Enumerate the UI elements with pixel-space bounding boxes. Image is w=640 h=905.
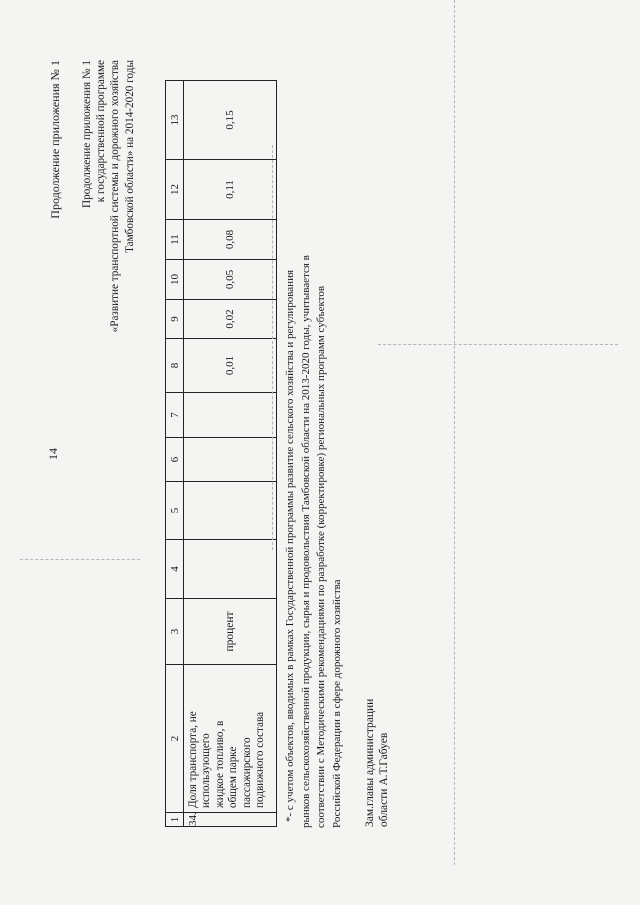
value-cell: 0,05 (184, 260, 277, 300)
appendix-header (80, 60, 137, 440)
indicator-name-line: пассажирского (240, 737, 253, 808)
indicator-name-line: подвижного состава (254, 711, 267, 808)
indicator-name-line: общем парке (227, 746, 240, 808)
footnote-line: рынков сельскохозяйственной продукции, сырья и продовольствия Тамбовской области на 2013-2020 годы, учитывается в (299, 255, 312, 828)
scan-artifact-line (454, 0, 455, 865)
footnote-line: Российской Федерации в сфере дорожного хозяйства (330, 579, 343, 828)
table-header-row (166, 81, 184, 827)
column-header: 12 (166, 160, 184, 220)
value-cell: 0,02 (184, 300, 277, 339)
unit-cell: процент (184, 599, 277, 665)
column-header: 6 (166, 438, 184, 482)
value-cell (184, 482, 277, 540)
value-cell (184, 540, 277, 599)
footnote-line: соответствии с Методическими рекомендациями по разработке (корректировке) региональных программ субъектов (315, 285, 327, 828)
scan-artifact-line (272, 145, 273, 550)
column-header: 3 (166, 599, 184, 665)
indicator-name-line: использующего (200, 733, 213, 808)
column-header: 11 (166, 220, 184, 260)
footnote (283, 153, 345, 833)
column-header: 9 (166, 300, 184, 339)
value-cell (184, 393, 277, 438)
column-header: 2 (166, 665, 184, 813)
value-cell: 0,08 (184, 220, 277, 260)
indicator-name-line: Доля транспорта, не (187, 711, 199, 808)
page-number: 14 (46, 448, 60, 460)
appendix-continuation-label: Продолжение приложения № 1 (48, 60, 62, 219)
value-cell: 0,01 (184, 339, 277, 393)
signature-name: области А.Т.Габуев (378, 732, 390, 827)
scan-artifact-line (378, 344, 618, 345)
signature-block (363, 699, 391, 827)
column-header: 1 (166, 813, 184, 827)
header-line: Продолжение приложения № 1 (81, 60, 93, 208)
row-number: 34. (184, 813, 277, 827)
header-line: Тамбовской области» на 2014-2020 годы (123, 60, 136, 253)
scan-artifact-line (20, 559, 140, 560)
indicator-name-line: жидкое топливо, в (213, 720, 226, 808)
header-line: к государственной программе (95, 60, 108, 203)
signature-title: Зам.главы администрации (364, 698, 376, 827)
value-cell: 0,15 (184, 81, 277, 160)
value-cell: 0,11 (184, 160, 277, 220)
column-header: 4 (166, 540, 184, 599)
table-row (184, 81, 277, 827)
indicator-name (184, 665, 277, 813)
column-header: 5 (166, 482, 184, 540)
header-line: «Развитие транспортной системы и дорожного хозяйства (109, 60, 122, 333)
value-cell (184, 438, 277, 482)
column-header: 8 (166, 339, 184, 393)
column-header: 7 (166, 393, 184, 438)
column-header: 10 (166, 260, 184, 300)
indicators-table (165, 80, 277, 827)
footnote-line: *- с учетом объектов, вводимых в рамках Государственной программы развитие сельского хозяйства и регулирования (284, 269, 296, 822)
column-header: 13 (166, 81, 184, 160)
